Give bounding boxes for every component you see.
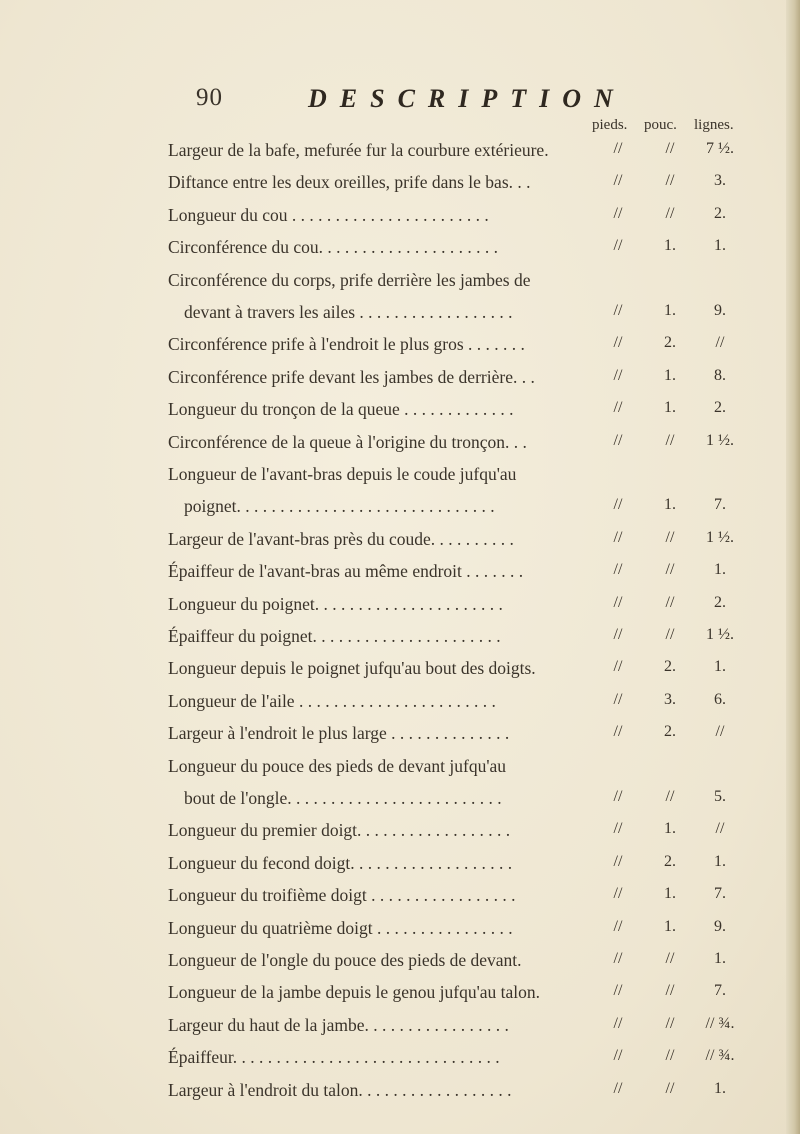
cell-pieds: // bbox=[613, 334, 623, 352]
cell-pouces: 2. bbox=[664, 658, 676, 676]
cell-lignes: // ¾. bbox=[705, 1014, 735, 1032]
table-row bbox=[0, 302, 800, 326]
cell-pieds: // bbox=[613, 626, 623, 643]
cell-pouces: // bbox=[665, 593, 675, 611]
cell-pieds: // bbox=[613, 528, 623, 546]
table-row bbox=[0, 496, 800, 520]
cell-lignes: 7. bbox=[714, 982, 726, 1000]
table-row bbox=[0, 756, 800, 780]
table-row bbox=[0, 172, 800, 196]
cell-pieds: // bbox=[613, 950, 623, 967]
cell-lignes: // bbox=[715, 334, 725, 352]
cell-lignes: 7. bbox=[714, 496, 726, 514]
cell-pouces: 1. bbox=[664, 496, 676, 514]
cell-pouces: 2. bbox=[664, 723, 676, 741]
cell-pouces: 1. bbox=[664, 399, 676, 417]
cell-lignes: // ¾. bbox=[705, 1047, 735, 1065]
column-header-pieds: pieds. bbox=[592, 117, 628, 133]
table-row bbox=[0, 1047, 800, 1071]
row-label: Longueur de la jambe depuis le genou jufqu'au talon. bbox=[168, 982, 541, 1003]
cell-pieds: // bbox=[613, 204, 623, 222]
cell-pouces: // bbox=[665, 982, 675, 1000]
table-row bbox=[0, 334, 800, 358]
cell-lignes: 1 ½. bbox=[706, 431, 734, 449]
row-label: Largeur du haut de la jambe. . . . . . . . . . . . . . . . . bbox=[168, 1014, 509, 1035]
cell-lignes: 1. bbox=[714, 658, 726, 676]
cell-pouces: 1. bbox=[664, 302, 676, 319]
table-row bbox=[0, 270, 800, 294]
cell-pouces: 1. bbox=[664, 237, 676, 255]
cell-pieds: // bbox=[613, 431, 623, 449]
cell-lignes: // bbox=[715, 723, 725, 741]
row-label: Longueur du premier doigt. . . . . . . . . . . . . . . . . . bbox=[168, 820, 511, 841]
table-row bbox=[0, 464, 800, 488]
row-label: Circonférence prife à l'endroit le plus gros . . . . . . . bbox=[168, 334, 525, 355]
table-row bbox=[0, 626, 800, 650]
page-number: 90 bbox=[196, 84, 223, 111]
cell-pouces: // bbox=[665, 561, 675, 579]
row-label: Longueur du troifième doigt . . . . . . . . . . . . . . . . . bbox=[168, 885, 516, 906]
cell-pieds: // bbox=[613, 852, 623, 870]
table-row bbox=[0, 594, 800, 618]
table-row bbox=[0, 691, 800, 715]
cell-pieds: // bbox=[613, 399, 623, 417]
row-label: Largeur de la bafe, mefurée fur la courbure extérieure. bbox=[168, 140, 549, 160]
cell-pieds: // bbox=[613, 885, 623, 903]
row-label: Longueur du poignet. . . . . . . . . . . . . . . . . . . . . . bbox=[168, 593, 503, 614]
running-title: DESCRIPTION bbox=[308, 84, 626, 113]
cell-lignes: 1. bbox=[714, 852, 726, 870]
cell-pieds: // bbox=[613, 1079, 623, 1097]
column-header-pouc: pouc. bbox=[644, 117, 677, 133]
cell-lignes: 1. bbox=[714, 950, 726, 967]
row-label: Circonférence de la queue à l'origine du tronçon. . . bbox=[168, 431, 527, 452]
cell-lignes: 3. bbox=[714, 172, 726, 190]
cell-pouces: 1. bbox=[664, 366, 676, 384]
row-label: Longueur de l'ongle du pouce des pieds de devant. bbox=[168, 950, 522, 970]
row-label: Longueur de l'aile . . . . . . . . . . . . . . . . . . . . . . . bbox=[168, 690, 496, 711]
cell-pouces: 2. bbox=[664, 334, 676, 352]
cell-pouces: 2. bbox=[664, 852, 676, 870]
table-row bbox=[0, 950, 800, 974]
row-label: Longueur du cou . . . . . . . . . . . . . . . . . . . . . . . bbox=[168, 204, 489, 225]
row-label: Largeur à l'endroit du talon. . . . . . . . . . . . . . . . . . bbox=[168, 1079, 512, 1100]
cell-pouces: 3. bbox=[664, 690, 676, 708]
cell-pouces: 1. bbox=[664, 885, 676, 903]
row-label: bout de l'ongle. . . . . . . . . . . . . . . . . . . . . . . . . bbox=[184, 788, 502, 808]
cell-pieds: // bbox=[613, 690, 623, 708]
cell-lignes: 2. bbox=[714, 399, 726, 417]
table-row bbox=[0, 788, 800, 812]
table-row bbox=[0, 399, 800, 423]
cell-pieds: // bbox=[613, 302, 623, 319]
row-label: Longueur de l'avant-bras depuis le coude jufqu'au bbox=[168, 464, 517, 484]
row-label: Circonférence du corps, prife derrière les jambes de bbox=[168, 269, 531, 290]
row-label: Circonférence prife devant les jambes de derrière. . . bbox=[168, 366, 535, 387]
row-label: poignet. . . . . . . . . . . . . . . . . . . . . . . . . . . . . . bbox=[184, 496, 495, 517]
cell-pouces: 1. bbox=[664, 820, 676, 838]
table-row bbox=[0, 918, 800, 942]
table-row bbox=[0, 237, 800, 261]
row-label: Épaiffeur du poignet. . . . . . . . . . . . . . . . . . . . . . bbox=[168, 626, 501, 646]
cell-pouces: 1. bbox=[664, 917, 676, 935]
row-label: Longueur depuis le poignet jufqu'au bout des doigts. bbox=[168, 658, 536, 679]
cell-pieds: // bbox=[613, 366, 623, 384]
table-row bbox=[0, 853, 800, 877]
cell-pieds: // bbox=[613, 1047, 623, 1065]
table-row bbox=[0, 561, 800, 585]
cell-pieds: // bbox=[613, 723, 623, 741]
cell-pieds: // bbox=[613, 982, 623, 1000]
cell-pieds: // bbox=[613, 172, 623, 190]
cell-lignes: 2. bbox=[714, 593, 726, 611]
row-label: Épaiffeur de l'avant-bras au même endroit . . . . . . . bbox=[168, 561, 524, 582]
cell-lignes: 1. bbox=[714, 561, 726, 579]
cell-pieds: // bbox=[613, 658, 623, 676]
table-row bbox=[0, 1080, 800, 1104]
cell-pouces: // bbox=[665, 140, 675, 157]
table-row bbox=[0, 723, 800, 747]
cell-pouces: // bbox=[665, 950, 675, 967]
table-row bbox=[0, 432, 800, 456]
cell-pouces: // bbox=[665, 1014, 675, 1032]
table-row bbox=[0, 885, 800, 909]
cell-lignes: 1. bbox=[714, 237, 726, 255]
cell-pouces: // bbox=[665, 788, 675, 805]
cell-lignes: 5. bbox=[714, 788, 726, 805]
row-label: Longueur du tronçon de la queue . . . . . . . . . . . . . bbox=[168, 399, 514, 420]
table-row bbox=[0, 658, 800, 682]
table-row bbox=[0, 820, 800, 844]
cell-pieds: // bbox=[613, 820, 623, 838]
row-label: Largeur à l'endroit le plus large . . . . . . . . . . . . . . bbox=[168, 723, 510, 744]
cell-pieds: // bbox=[613, 788, 623, 805]
cell-lignes: 9. bbox=[714, 917, 726, 935]
cell-pieds: // bbox=[613, 140, 623, 157]
row-label: Longueur du pouce des pieds de devant jufqu'au bbox=[168, 755, 506, 776]
cell-pouces: // bbox=[665, 626, 675, 643]
cell-lignes: 1. bbox=[714, 1079, 726, 1097]
cell-lignes: // bbox=[715, 820, 725, 838]
row-label: Longueur du quatrième doigt . . . . . . . . . . . . . . . . bbox=[168, 917, 513, 938]
cell-lignes: 6. bbox=[714, 690, 726, 708]
row-label: Largeur de l'avant-bras près du coude. . . . . . . . . . bbox=[168, 528, 514, 549]
cell-lignes: 9. bbox=[714, 302, 726, 319]
cell-pieds: // bbox=[613, 496, 623, 514]
column-headers bbox=[0, 117, 800, 139]
cell-lignes: 7 ½. bbox=[706, 140, 734, 157]
table-row bbox=[0, 529, 800, 553]
cell-lignes: 8. bbox=[714, 366, 726, 384]
row-label: Épaiffeur. . . . . . . . . . . . . . . . . . . . . . . . . . . . . . . bbox=[168, 1047, 500, 1068]
cell-lignes: 1 ½. bbox=[706, 626, 734, 643]
cell-lignes: 2. bbox=[714, 204, 726, 222]
cell-pieds: // bbox=[613, 561, 623, 579]
cell-lignes: 1 ½. bbox=[706, 528, 734, 546]
cell-pouces: // bbox=[665, 1079, 675, 1097]
cell-pouces: // bbox=[665, 1047, 675, 1065]
cell-pieds: // bbox=[613, 1014, 623, 1032]
cell-lignes: 7. bbox=[714, 885, 726, 903]
cell-pieds: // bbox=[613, 917, 623, 935]
row-label: devant à travers les ailes . . . . . . . . . . . . . . . . . . bbox=[184, 302, 513, 322]
row-label: Circonférence du cou. . . . . . . . . . . . . . . . . . . . . bbox=[168, 237, 498, 258]
cell-pieds: // bbox=[613, 237, 623, 255]
table-row bbox=[0, 140, 800, 164]
cell-pieds: // bbox=[613, 593, 623, 611]
cell-pouces: // bbox=[665, 431, 675, 449]
table-row bbox=[0, 982, 800, 1006]
table-row bbox=[0, 1015, 800, 1039]
cell-pouces: // bbox=[665, 528, 675, 546]
table-row bbox=[0, 367, 800, 391]
row-label: Longueur du fecond doigt. . . . . . . . . . . . . . . . . . . bbox=[168, 852, 513, 873]
column-header-lignes: lignes. bbox=[694, 117, 734, 133]
row-label: Diftance entre les deux oreilles, prife dans le bas. . . bbox=[168, 172, 531, 193]
cell-pouces: // bbox=[665, 172, 675, 190]
cell-pouces: // bbox=[665, 204, 675, 222]
table-row bbox=[0, 205, 800, 229]
